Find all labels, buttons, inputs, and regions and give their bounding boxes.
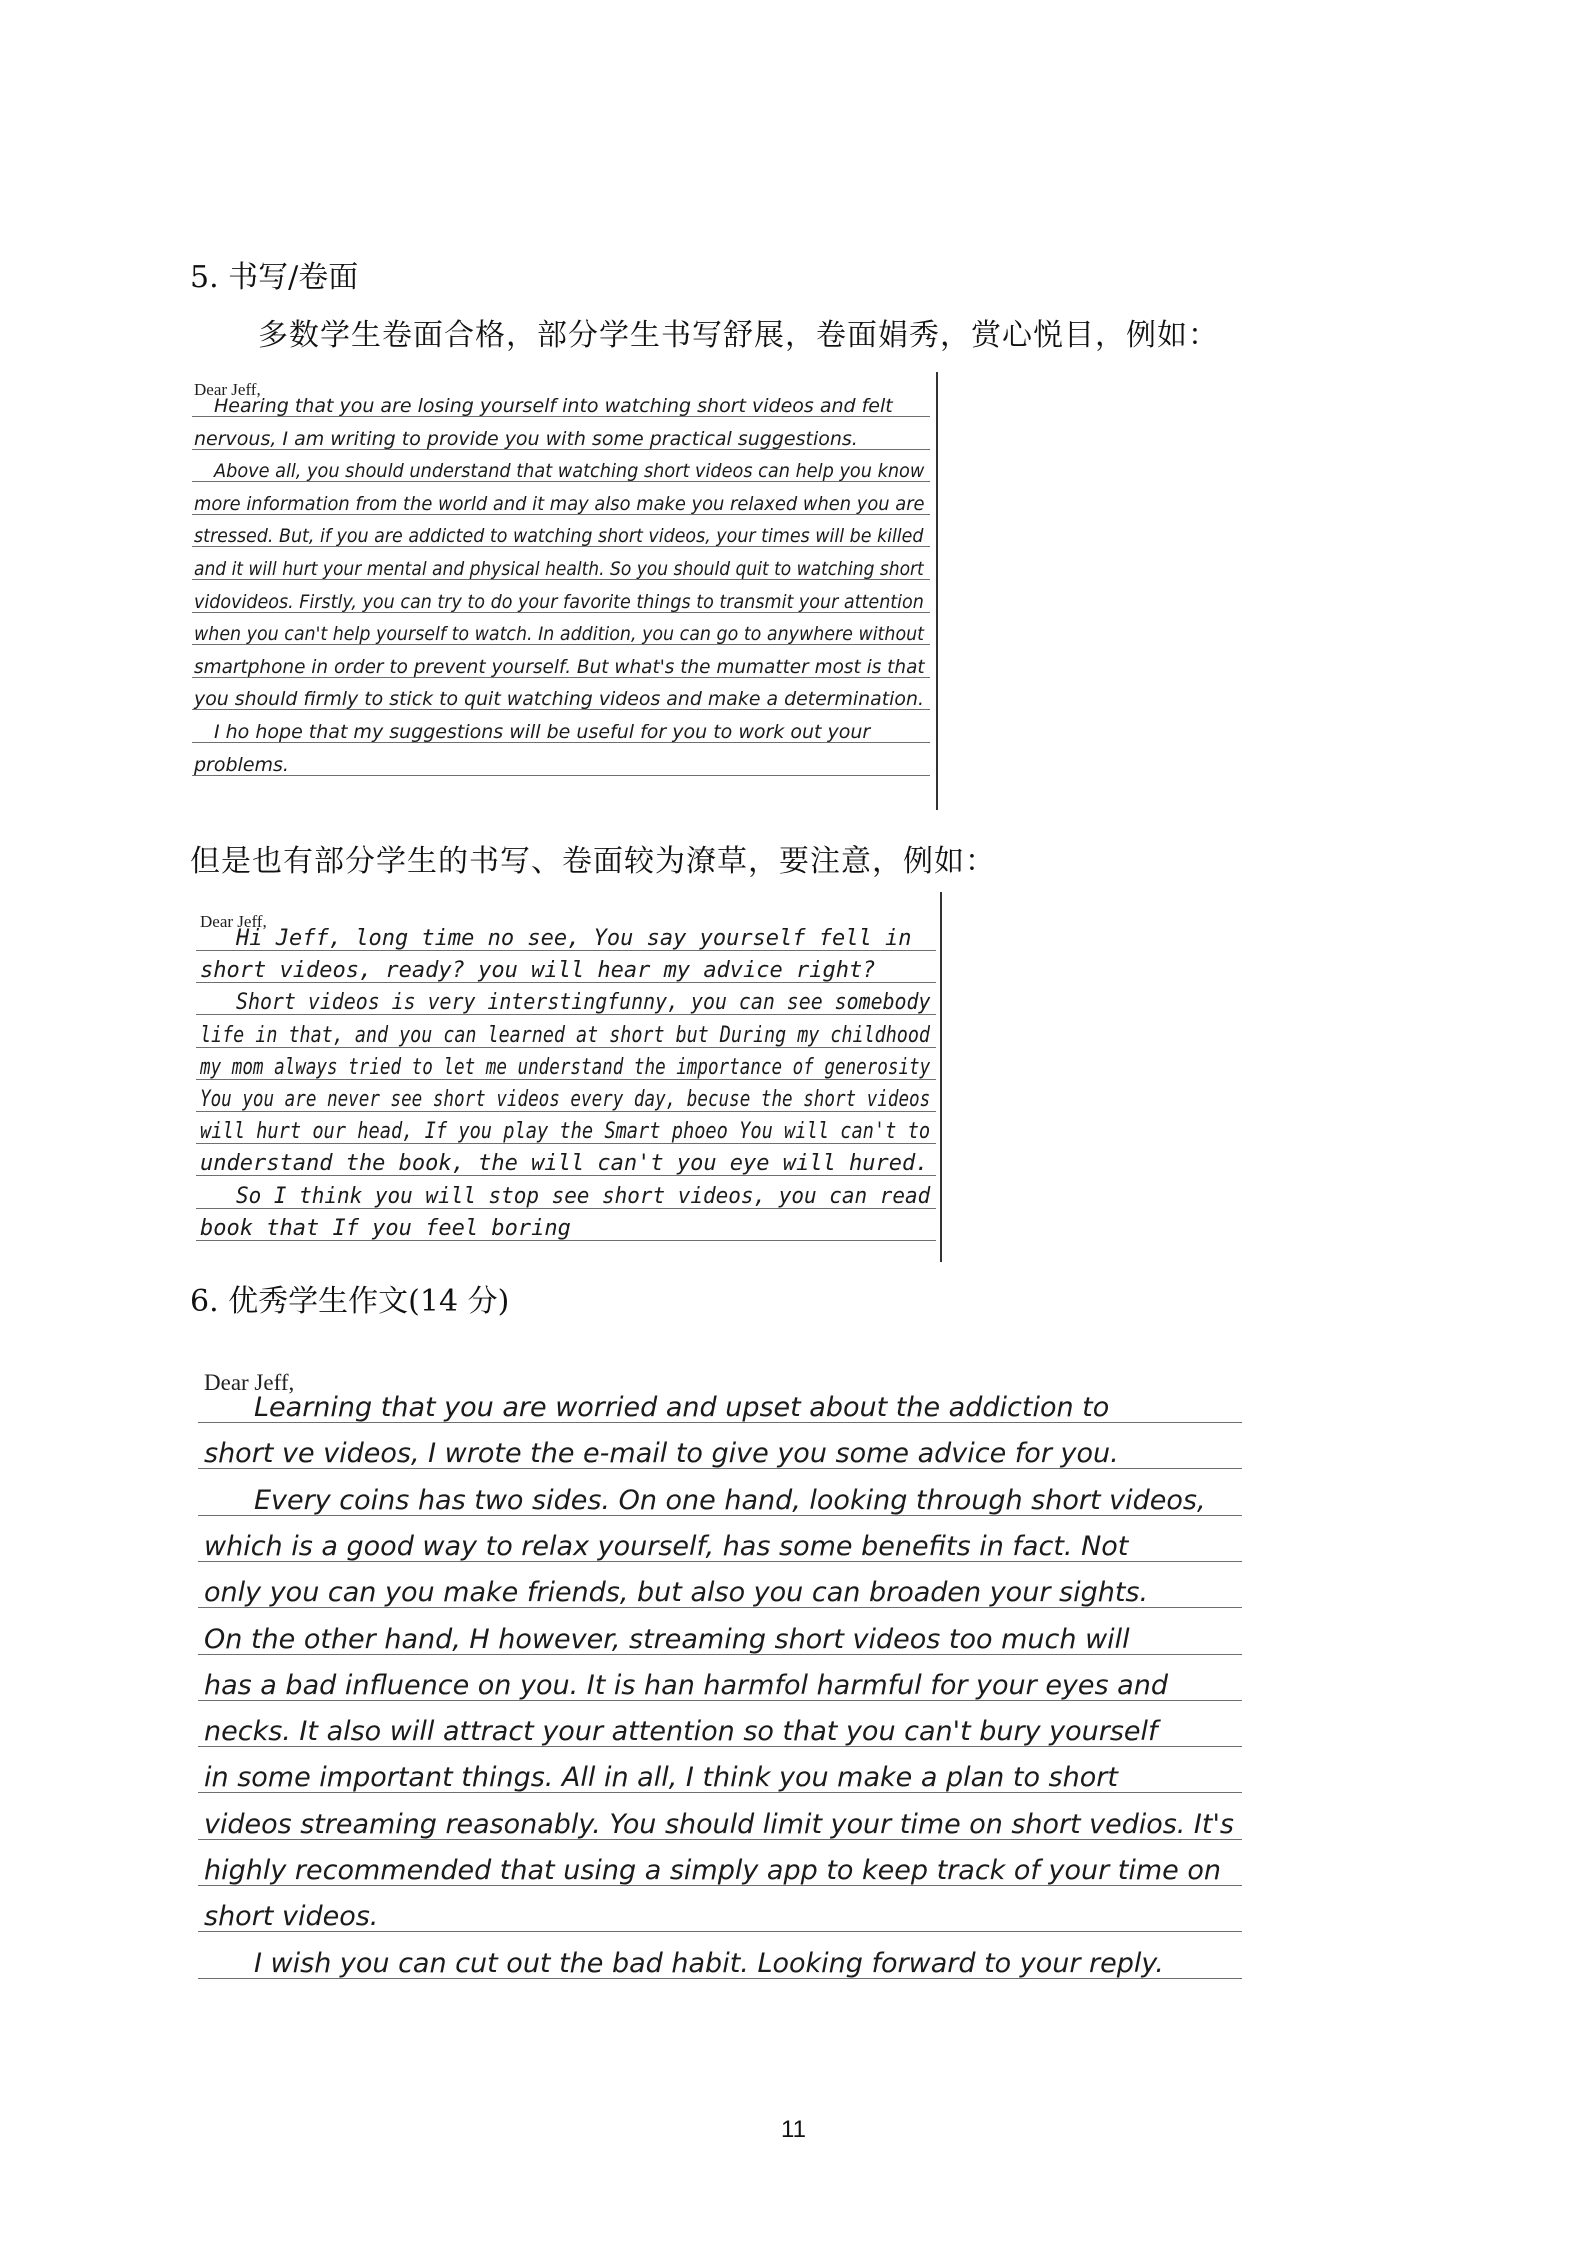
handwritten-line: Above all, you should understand that watching short videos can help you know: [214, 460, 925, 483]
handwritten-line: will hurt our head, If you play the Smart phoeo You will can't to: [200, 1119, 931, 1145]
handwritten-line: only you can you make friends, but also you can broaden your sights.: [204, 1577, 1149, 1609]
handwritten-line: life in that, and you can learned at short but During my childhood: [200, 1022, 930, 1048]
handwritten-line: short videos.: [204, 1901, 379, 1933]
handwritten-line: I wish you can cut out the bad habit. Looking forward to your reply.: [254, 1947, 1164, 1979]
handwritten-line: more information from the world and it may also make you relaxed when you are: [194, 492, 925, 515]
greeting: Dear Jeff,: [204, 1370, 295, 1395]
handwritten-line: short ve videos, I wrote the e-mail to give you some advice for you.: [204, 1438, 1119, 1470]
handwritten-line: You you are never see short videos every day, becuse the short videos: [200, 1087, 931, 1112]
handwritten-line: nervous, I am writing to provide you with some practical suggestions.: [194, 427, 858, 450]
handwritten-line: smartphone in order to prevent yourself. But what's the mumatter most is that: [194, 655, 925, 678]
handwritten-line: in some important things. All in all, I think you make a plan to short: [204, 1762, 1118, 1794]
handwritten-line: So I think you will stop see short videos, you can read: [236, 1183, 931, 1209]
handwritten-line: problems.: [194, 753, 289, 776]
handwritten-line: when you can't help yourself to watch. In addition, you can go to anywhere without: [194, 623, 925, 646]
ruled-line: [192, 775, 930, 776]
page-number: 11: [781, 2116, 806, 2143]
handwritten-line: book that If you feel boring: [200, 1215, 571, 1241]
neat-handwriting-sample: [192, 372, 940, 810]
handwritten-line: On the other hand, H however, streaming short videos too much will: [204, 1623, 1130, 1655]
handwritten-line: Short videos is very interstingfunny, you can see somebody: [236, 990, 931, 1016]
greeting: Dear Jeff,: [200, 912, 267, 931]
page-edge: [940, 892, 942, 1262]
handwritten-line: short videos, ready? you will hear my advice right?: [200, 958, 876, 984]
handwritten-line: my mom always tried to let me understand the importance of generosity: [200, 1054, 931, 1080]
handwritten-line: has a bad influence on you. It is han harmfol harmful for your eyes and: [204, 1669, 1168, 1701]
handwritten-line: Every coins has two sides. On one hand, looking through short videos,: [254, 1484, 1206, 1516]
section-5-heading: 5. 书写/卷面: [190, 260, 359, 295]
handwritten-line: I ho hope that my suggestions will be useful for you to work out your: [214, 721, 871, 743]
section-5-contrast: 但是也有部分学生的书写、卷面较为潦草，要注意，例如：: [190, 844, 996, 879]
messy-handwriting-sample: [196, 892, 946, 1262]
handwritten-line: understand the book, the will can't you eye will hured.: [200, 1151, 929, 1177]
handwritten-line: Hi Jeff, long time no see, You say yourself fell in: [236, 926, 912, 951]
handwritten-line: you should firmly to stick to quit watching videos and make a determination.: [194, 688, 924, 711]
handwritten-line: stressed. But, if you are addicted to watching short videos, your times will be killed: [194, 525, 924, 548]
handwritten-line: Learning that you are worried and upset about the addiction to: [254, 1392, 1110, 1423]
handwritten-line: which is a good way to relax yourself, has some benefits in fact. Not: [204, 1530, 1129, 1562]
greeting: Dear Jeff,: [194, 380, 261, 399]
handwritten-line: Hearing that you are losing yourself into watching short videos and felt: [214, 395, 893, 417]
excellent-essay-sample: [198, 1350, 1242, 2010]
handwritten-line: videos streaming reasonably. You should limit your time on short vedios. It's: [204, 1808, 1234, 1840]
handwritten-line: highly recommended that using a simply app to keep track of your time on: [204, 1855, 1222, 1886]
section-6-heading: 6. 优秀学生作文(14 分): [190, 1284, 510, 1319]
page-edge: [936, 372, 938, 810]
handwritten-line: and it will hurt your mental and physical health. So you should quit to watching short: [194, 558, 924, 580]
handwritten-line: vidovideos. Firstly, you can try to do your favorite things to transmit your attention: [194, 590, 924, 613]
section-5-intro: 多数学生卷面合格，部分学生书写舒展，卷面娟秀，赏心悦目，例如：: [258, 318, 1219, 353]
handwritten-line: necks. It also will attract your attention so that you can't bury yourself: [204, 1716, 1158, 1748]
